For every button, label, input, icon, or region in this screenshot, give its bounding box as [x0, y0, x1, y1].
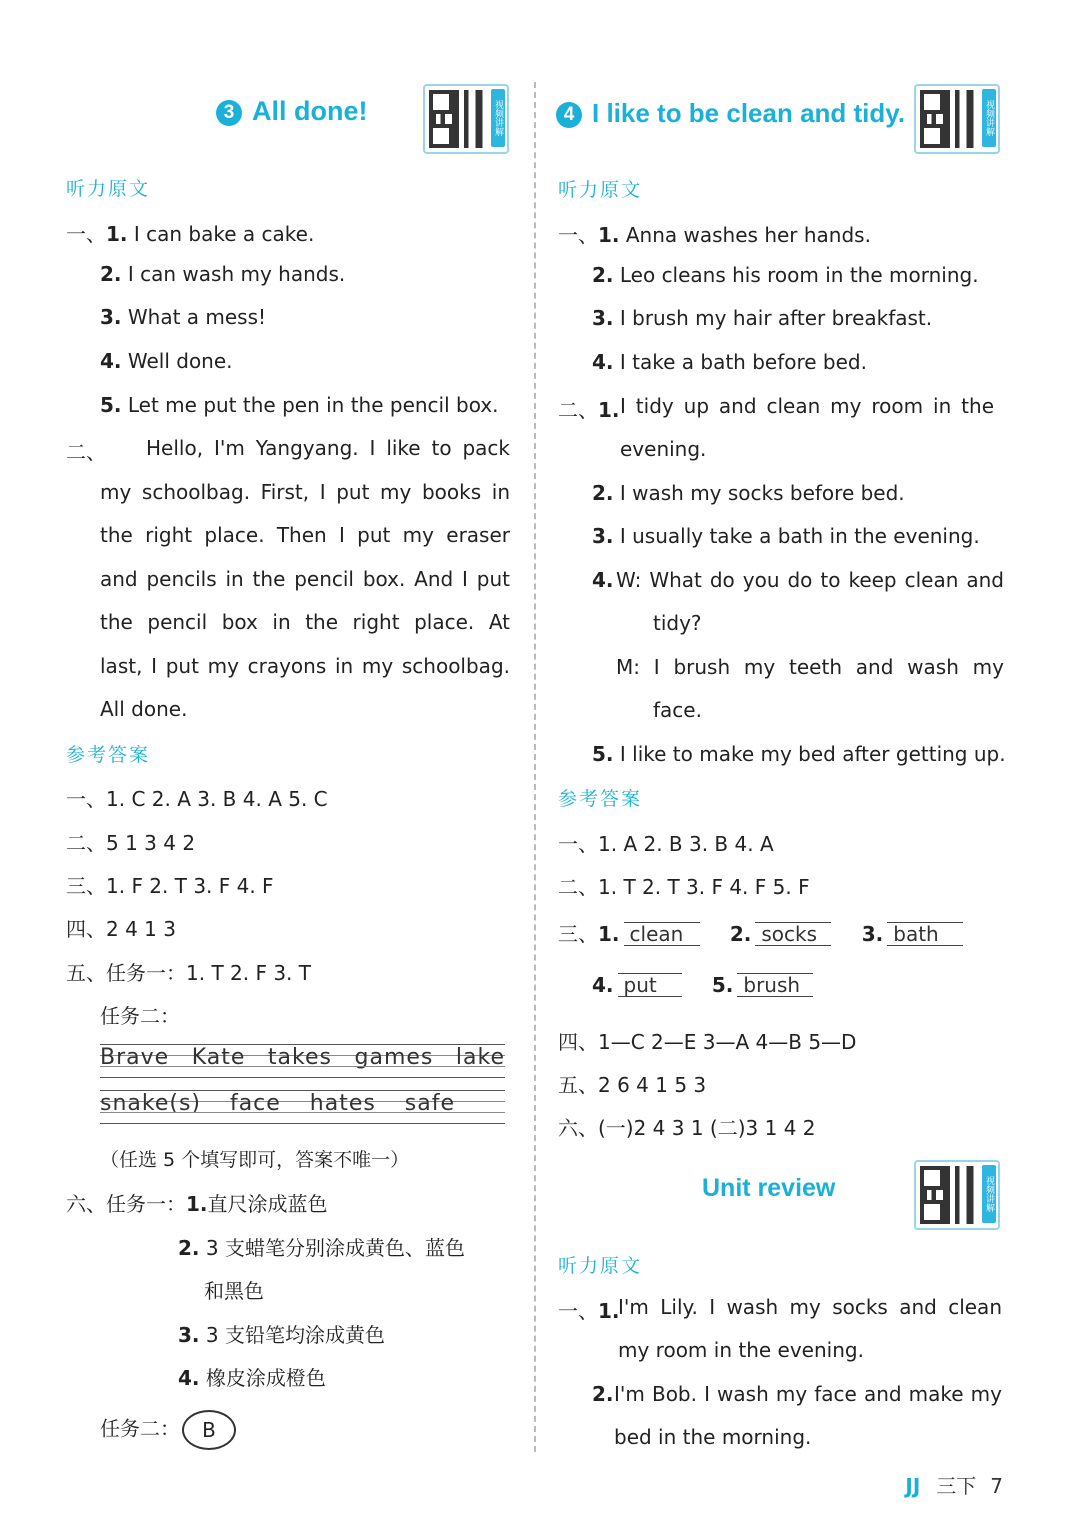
- brand-logo: JJ: [905, 1474, 921, 1498]
- qr-label: 视频讲解: [982, 89, 996, 147]
- qr-code-icon: [429, 90, 487, 148]
- review-listening-heading: 听力原文: [558, 1255, 643, 1277]
- passage-line-7: All done.: [100, 697, 188, 721]
- part2-item-1-text: I tidy up and clean my room in the: [620, 394, 994, 418]
- unit-4-title: 4 I like to be clean and tidy.: [556, 98, 905, 129]
- answer-3-row-1: 三、1. clean 2. socks 3. bath: [558, 918, 967, 947]
- answer-1: 一、1. A 2. B 3. B 4. A: [558, 832, 774, 856]
- listening-heading: 听力原文: [66, 178, 151, 200]
- qr-code-icon: [920, 1166, 978, 1224]
- answer-5: 五、2 6 4 1 5 3: [558, 1073, 707, 1097]
- listening-heading: 听力原文: [558, 179, 643, 201]
- answer-4: 四、1—C 2—E 3—A 4—B 5—D: [558, 1030, 857, 1054]
- part2-item-1-cont: evening.: [620, 437, 707, 461]
- answer-6-item-2: 2. 3 支蜡笔分别涂成黄色、蓝色: [178, 1236, 465, 1260]
- part2-item-3: 3. I usually take a bath in the evening.: [592, 524, 980, 548]
- passage-line-5: the pencil box in the right place. At: [100, 610, 510, 634]
- blank-word: clean: [624, 922, 700, 946]
- answer-6-task2: 任务二： B: [100, 1410, 236, 1450]
- review-item-2: 2.: [592, 1382, 614, 1406]
- qr-label: 视频讲解: [491, 89, 505, 147]
- part1-item-1: 一、1. Anna washes her hands.: [558, 223, 871, 247]
- review-item-2-cont: bed in the morning.: [614, 1425, 812, 1449]
- passage-line-1: Hello, I'm Yangyang. I like to pack: [146, 436, 510, 460]
- dialog-m-cont: face.: [653, 698, 702, 722]
- qr-code[interactable]: [423, 84, 509, 154]
- answer-note: （任选 5 个填写即可，答案不唯一）: [100, 1149, 410, 1171]
- page-footer: [905, 1470, 1003, 1499]
- handwriting-line-1: Brave Kate takes games lake: [100, 1044, 505, 1078]
- answer-3-row-2: 4. put 5. brush: [592, 973, 817, 997]
- dialog-w-cont: tidy?: [653, 611, 702, 635]
- passage-line-2: my schoolbag. First, I put my books in: [100, 480, 510, 504]
- grade-label: 三下: [936, 1474, 977, 1498]
- part1-item-1: 一、1. I can bake a cake.: [66, 222, 315, 246]
- part1-item-5: 5. Let me put the pen in the pencil box.: [100, 393, 499, 417]
- column-divider: [534, 82, 536, 1452]
- part2-item-5: 5. I like to make my bed after getting up.: [592, 742, 1006, 766]
- blank-word: socks: [755, 922, 831, 946]
- blank-word: put: [618, 973, 682, 997]
- handwriting-line-2: snake(s) face hates safe: [100, 1090, 505, 1124]
- review-item-2-text: I'm Bob. I wash my face and make my: [614, 1382, 1002, 1406]
- answers-heading: 参考答案: [558, 788, 643, 810]
- part2-item-2: 2. I wash my socks before bed.: [592, 481, 905, 505]
- answer-6: 六、(一)2 4 3 1 (二)3 1 4 2: [558, 1116, 816, 1140]
- passage-line-6: last, I put my crayons in my schoolbag.: [100, 654, 510, 678]
- blank-word: brush: [737, 973, 813, 997]
- answer-6-item-3: 3. 3 支铅笔均涂成黄色: [178, 1323, 385, 1347]
- part1-item-3: 3. What a mess!: [100, 305, 267, 329]
- page-number: 7: [990, 1474, 1003, 1498]
- review-item-1-cont: my room in the evening.: [618, 1338, 864, 1362]
- answer-3: 三、1. F 2. T 3. F 4. F: [66, 874, 274, 898]
- part2-item-1: 二、1.: [558, 398, 620, 422]
- blank-word: bath: [887, 922, 963, 946]
- circled-answer: B: [182, 1410, 236, 1450]
- answers-heading: 参考答案: [66, 744, 151, 766]
- dialog-w: W: What do you do to keep clean and: [616, 568, 1004, 592]
- answer-6-item-2-cont: 和黑色: [204, 1279, 264, 1303]
- review-item-1-text: I'm Lily. I wash my socks and clean: [618, 1295, 1002, 1319]
- part1-item-4: 4. Well done.: [100, 349, 233, 373]
- part1-item-2: 2. Leo cleans his room in the morning.: [592, 263, 979, 287]
- unit-review-title: Unit review: [702, 1174, 836, 1202]
- qr-code-icon: [920, 90, 978, 148]
- review-item-1: 一、1.: [558, 1299, 620, 1323]
- answer-1: 一、1. C 2. A 3. B 4. A 5. C: [66, 787, 328, 811]
- unit-number-badge: 4: [556, 102, 582, 128]
- answer-6: 六、任务一：1.直尺涂成蓝色: [66, 1192, 328, 1216]
- unit-3-title: 3 All done!: [216, 96, 368, 127]
- task2-label: 任务二：: [100, 1004, 180, 1028]
- part2-label: 二、: [66, 440, 106, 464]
- part1-item-2: 2. I can wash my hands.: [100, 262, 346, 286]
- qr-code[interactable]: [914, 84, 1000, 154]
- answer-2: 二、5 1 3 4 2: [66, 831, 196, 855]
- passage-line-3: the right place. Then I put my eraser: [100, 523, 510, 547]
- answer-2: 二、1. T 2. T 3. F 4. F 5. F: [558, 875, 810, 899]
- qr-label: 视频讲解: [982, 1165, 996, 1223]
- unit-number-badge: 3: [216, 100, 242, 126]
- passage-line-4: and pencils in the pencil box. And I put: [100, 567, 510, 591]
- part1-item-3: 3. I brush my hair after breakfast.: [592, 306, 933, 330]
- part1-item-4: 4. I take a bath before bed.: [592, 350, 867, 374]
- answer-4: 四、2 4 1 3: [66, 917, 176, 941]
- dialog-m: M: I brush my teeth and wash my: [616, 655, 1004, 679]
- qr-code[interactable]: [914, 1160, 1000, 1230]
- part2-item-4: 4.: [592, 568, 614, 592]
- answer-6-item-4: 4. 橡皮涂成橙色: [178, 1366, 326, 1390]
- answer-5: 五、任务一：1. T 2. F 3. T: [66, 961, 311, 985]
